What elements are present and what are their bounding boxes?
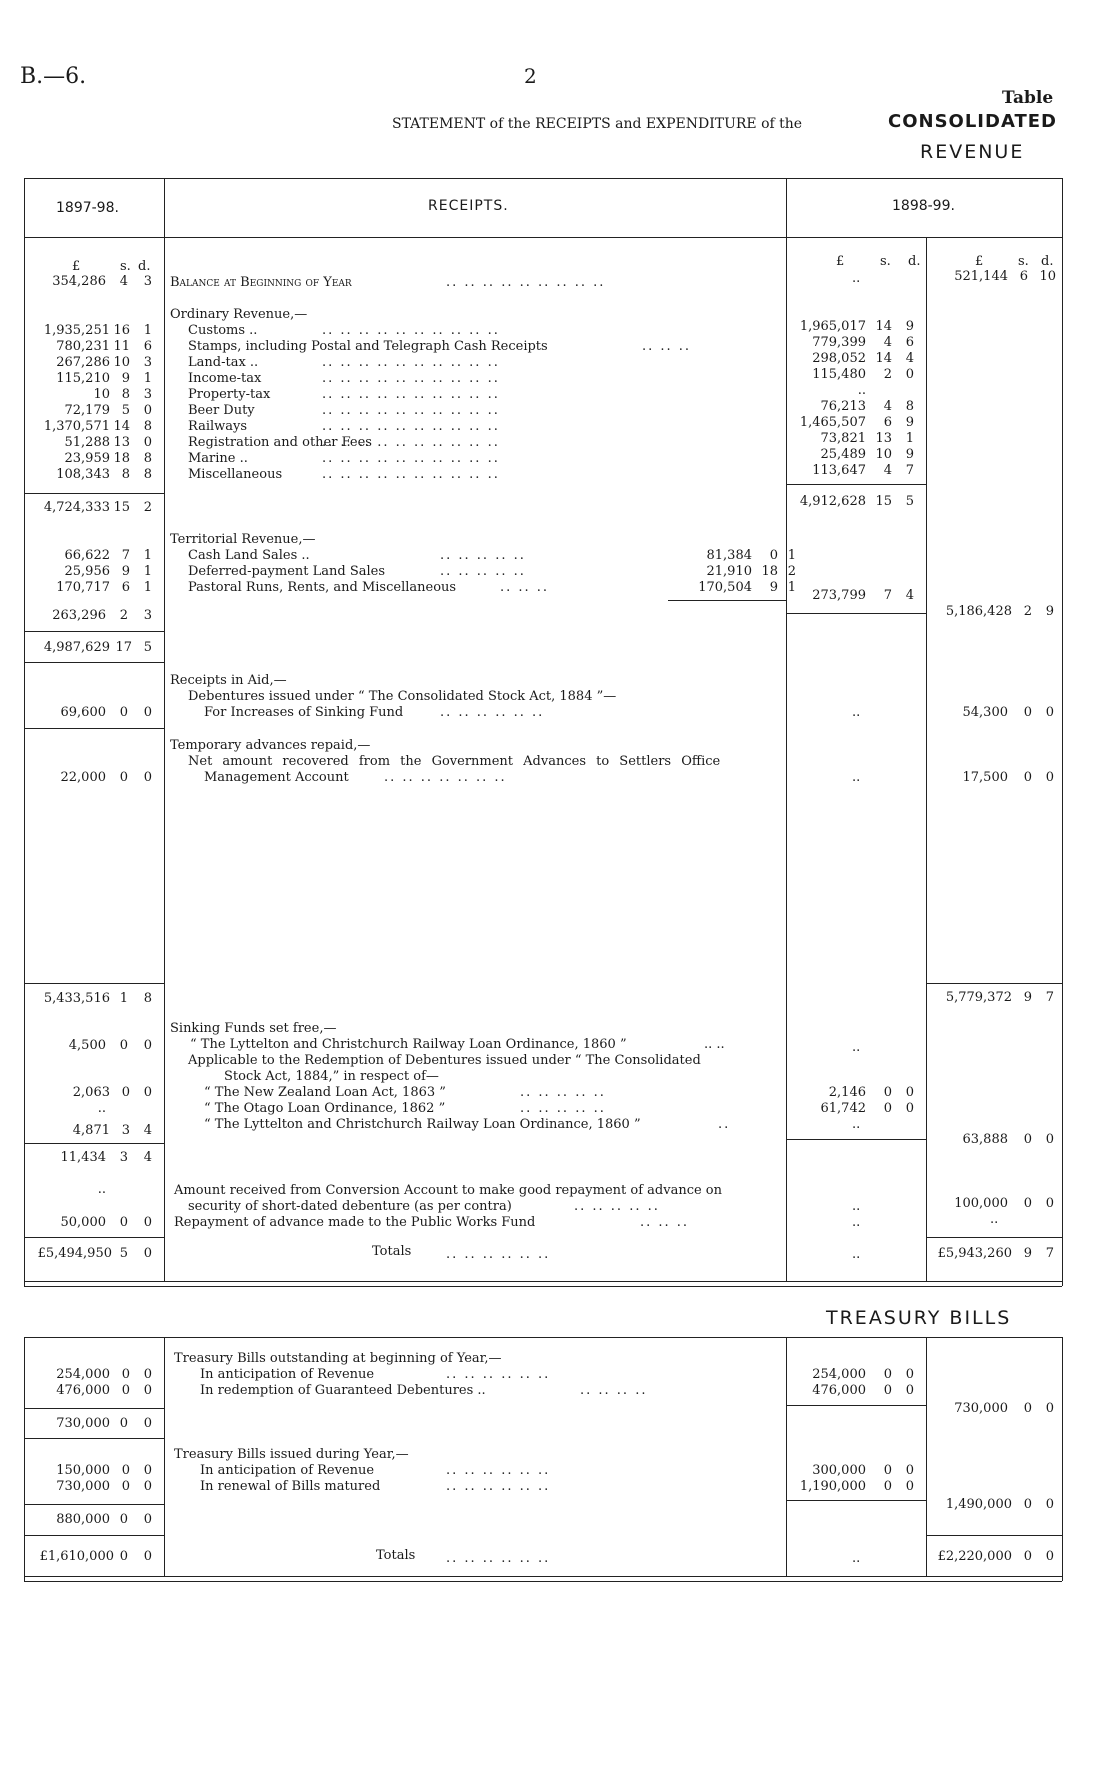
amount-pounds: 150,000 (56, 1463, 110, 1478)
amount-pounds: .. (857, 383, 866, 398)
amount-shillings: 8 (121, 467, 130, 482)
amount-pounds: 61,742 (820, 1101, 866, 1116)
amount-pounds: 779,399 (812, 335, 866, 350)
amount-shillings: 0 (883, 1479, 892, 1494)
amount-shillings: 0 (121, 1383, 130, 1398)
ordinary-row-label: Miscellaneous (188, 467, 283, 482)
dot-leader: .. .. .. .. .. .. (446, 1479, 551, 1494)
amount-shillings: 0 (883, 1463, 892, 1478)
dot-leader: .. .. .. .. .. (520, 1085, 606, 1100)
dot-leader: .. .. .. .. .. .. .. .. .. .. (322, 403, 500, 418)
amount-pounds: 10 (93, 387, 110, 402)
amount-shillings: 6 (121, 580, 130, 595)
amount-pence: 1 (143, 564, 152, 579)
dot-leader: .. .. .. .. .. (440, 548, 526, 563)
ordinary-row-label: Registration and other Fees (188, 435, 372, 450)
amount-pence: 1 (143, 323, 152, 338)
amount-pounds: 66,622 (64, 548, 110, 563)
amount-shillings: 14 (875, 351, 892, 366)
amount-pounds: 2,146 (828, 1085, 866, 1100)
amount-shillings: 5 (121, 403, 130, 418)
amount-pence: 0 (143, 403, 152, 418)
amount-pence: 8 (905, 399, 914, 414)
amount-shillings: 0 (121, 1463, 130, 1478)
amount-pence: 0 (905, 1085, 914, 1100)
amount-pence: 1 (143, 371, 152, 386)
amount-pence: 2 (787, 564, 796, 579)
dot-leader: .. .. .. .. .. .. (446, 1367, 551, 1382)
amount-shillings: 13 (113, 435, 130, 450)
amount-pence: 6 (143, 339, 152, 354)
dot-leader: .. (718, 1117, 731, 1132)
amount-pence: 8 (143, 467, 152, 482)
ordinary-row-label: Stamps, including Postal and Telegraph Cash Receipts (188, 339, 548, 354)
ordinary-row-label: Income-tax (188, 371, 262, 386)
amount-pounds: 51,288 (64, 435, 110, 450)
dot-leader: .. .. .. .. (580, 1383, 648, 1398)
amount-shillings: 9 (121, 564, 130, 579)
sinking-row-label: “ The Otago Loan Ordinance, 1862 ” (204, 1101, 446, 1116)
amount-shillings: 13 (875, 431, 892, 446)
amount-pence: 0 (143, 1463, 152, 1478)
amount-pounds: 1,370,571 (43, 419, 110, 434)
statement-title-bold: CONSOLIDATED (888, 111, 1057, 132)
table-label: Table (1002, 88, 1054, 108)
amount-pence: 4 (143, 1123, 152, 1138)
page-ref: B.—6. (20, 64, 87, 89)
treasury-outstanding-heading: Treasury Bills outstanding at beginning of Year,— (174, 1351, 502, 1366)
amount-pounds: 730,000 (56, 1479, 110, 1494)
amount-pounds: 115,480 (812, 367, 866, 382)
amount-pence: 7 (905, 463, 914, 478)
dot-leader: .. .. .. .. .. .. .. .. .. .. (322, 387, 500, 402)
dot-leader: .. .. .. .. .. .. .. .. .. .. (322, 371, 500, 386)
ordinary-row-label: Marine .. (188, 451, 248, 466)
amount-shillings: 0 (121, 1367, 130, 1382)
amount-pounds: 115,210 (56, 371, 110, 386)
amount-pounds: 23,959 (64, 451, 110, 466)
amount-shillings: 3 (121, 1123, 130, 1138)
amount-pence: 1 (787, 548, 796, 563)
amount-pence: 0 (143, 1383, 152, 1398)
amount-pence: 0 (905, 1101, 914, 1116)
dot-leader: .. .. .. .. .. .. .. .. .. .. (322, 355, 500, 370)
amount-pence: 1 (787, 580, 796, 595)
column-header-receipts: RECEIPTS. (428, 198, 509, 214)
amount-shillings: 10 (113, 355, 130, 370)
amount-shillings: 6 (883, 415, 892, 430)
treasury-title: TREASURY BILLS (826, 1307, 1012, 1329)
amount-pence: 0 (143, 435, 152, 450)
dot-leader: .. .. .. .. .. (520, 1101, 606, 1116)
amount-pounds: 113,647 (812, 463, 866, 478)
amount-pounds: 1,190,000 (799, 1479, 866, 1494)
territorial-row-label: Cash Land Sales .. (188, 548, 310, 563)
amount-shillings: 9 (769, 580, 778, 595)
treasury-row-label: In anticipation of Revenue (200, 1463, 375, 1478)
dot-leader: .. .. .. .. .. .. .. .. .. .. (322, 451, 500, 466)
amount-pence: 1 (143, 548, 152, 563)
amount-pounds: 4,871 (72, 1123, 110, 1138)
dot-leader: .. .. .. (500, 580, 550, 595)
amount-shillings: 0 (769, 548, 778, 563)
amount-pounds: 1,935,251 (43, 323, 110, 338)
amount-pence: 8 (143, 419, 152, 434)
amount-pounds: 170,717 (56, 580, 110, 595)
ordinary-heading: Ordinary Revenue,— (170, 307, 308, 322)
ordinary-row-label: Property-tax (188, 387, 271, 402)
amount-pence: 9 (905, 319, 914, 334)
amount-pounds: 267,286 (56, 355, 110, 370)
amount-shillings: 18 (761, 564, 778, 579)
amount-shillings: 11 (113, 339, 130, 354)
sinking-row-label: “ The New Zealand Loan Act, 1863 ” (204, 1085, 446, 1100)
amount-shillings: 0 (121, 1479, 130, 1494)
dot-leader: .. .. .. .. .. (440, 564, 526, 579)
amount-shillings: 14 (875, 319, 892, 334)
ordinary-row-label: Beer Duty (188, 403, 255, 418)
amount-pounds: .. (97, 1101, 106, 1116)
amount-shillings: 4 (883, 335, 892, 350)
amount-pence: 0 (905, 1367, 914, 1382)
amount-pounds: 108,343 (56, 467, 110, 482)
amount-pounds: 72,179 (64, 403, 110, 418)
amount-shillings: 4 (883, 399, 892, 414)
dot-leader: .. .. .. .. .. .. .. .. .. .. (322, 419, 500, 434)
amount-shillings: 0 (883, 1085, 892, 1100)
amount-pence: 0 (905, 1479, 914, 1494)
territorial-heading: Territorial Revenue,— (170, 532, 316, 547)
dot-leader: .. .. .. .. .. .. .. .. .. .. (322, 323, 500, 338)
amount-pence: 0 (905, 1383, 914, 1398)
amount-pence: 0 (143, 1085, 152, 1100)
amount-pence: 1 (905, 431, 914, 446)
amount-shillings: 4 (883, 463, 892, 478)
ordinary-row-label: Railways (188, 419, 248, 434)
amount-pence: 0 (905, 367, 914, 382)
amount-pounds: 1,965,017 (799, 319, 866, 334)
amount-pounds: 476,000 (812, 1383, 866, 1398)
column-header-prev-year: 1897-98. (56, 200, 119, 216)
amount-pence: 9 (905, 415, 914, 430)
ordinary-row-label: Land-tax .. (188, 355, 259, 370)
amount-shillings: 10 (875, 447, 892, 462)
dot-leader: .. .. .. (642, 339, 692, 354)
treasury-row-label: In anticipation of Revenue (200, 1367, 375, 1382)
amount-pounds: 476,000 (56, 1383, 110, 1398)
amount-shillings: 0 (121, 1085, 130, 1100)
treasury-issued-heading: Treasury Bills issued during Year,— (174, 1447, 409, 1462)
amount-shillings: 0 (883, 1101, 892, 1116)
amount-pounds: 81,384 (706, 548, 752, 563)
amount-pounds: 170,504 (698, 580, 752, 595)
territorial-row-label: Pastoral Runs, Rents, and Miscellaneous (188, 580, 457, 595)
amount-pounds: 1,465,507 (799, 415, 866, 430)
amount-pounds: 300,000 (812, 1463, 866, 1478)
amount-pence: 3 (143, 355, 152, 370)
territorial-row-label: Deferred-payment Land Sales (188, 564, 386, 579)
amount-pence: 3 (143, 387, 152, 402)
amount-shillings: 0 (883, 1383, 892, 1398)
statement-title: STATEMENT of the RECEIPTS and EXPENDITURE of the (392, 116, 803, 132)
amount-shillings: 0 (883, 1367, 892, 1382)
amount-pounds: 2,063 (72, 1085, 110, 1100)
amount-pence: 6 (905, 335, 914, 350)
amount-shillings: 7 (121, 548, 130, 563)
amount-pounds: 25,956 (64, 564, 110, 579)
amount-shillings: 8 (121, 387, 130, 402)
amount-pounds: 254,000 (812, 1367, 866, 1382)
sinking-row-label: “ The Lyttelton and Christchurch Railway Loan Ordinance, 1860 ” (204, 1117, 641, 1132)
amount-pounds: 73,821 (820, 431, 866, 446)
amount-shillings: 18 (113, 451, 130, 466)
amount-pence: 0 (905, 1463, 914, 1478)
dot-leader: .. .. .. .. .. .. .. .. .. .. (322, 435, 500, 450)
amount-shillings: 2 (883, 367, 892, 382)
amount-pounds: 780,231 (56, 339, 110, 354)
amount-pence: 8 (143, 451, 152, 466)
statement-subtitle: REVENUE (920, 141, 1025, 163)
amount-pounds: 254,000 (56, 1367, 110, 1382)
amount-pounds: .. (852, 1117, 861, 1132)
amount-pence: 4 (905, 351, 914, 366)
amount-shillings: 16 (113, 323, 130, 338)
amount-shillings: 14 (113, 419, 130, 434)
ordinary-row-label: Customs .. (188, 323, 258, 338)
amount-pence: 0 (143, 1367, 152, 1382)
column-header-cur-year: 1898-99. (892, 198, 955, 214)
amount-pence: 0 (143, 1479, 152, 1494)
amount-pounds: 76,213 (820, 399, 866, 414)
dot-leader: .. .. .. .. .. .. (446, 1463, 551, 1478)
amount-pence: 9 (905, 447, 914, 462)
treasury-row-label: In redemption of Guaranteed Debentures .. (200, 1383, 486, 1398)
amount-pounds: 21,910 (706, 564, 752, 579)
treasury-row-label: In renewal of Bills matured (200, 1479, 381, 1494)
page-number: 2 (524, 64, 537, 88)
dot-leader: .. .. .. .. .. .. .. .. .. .. (322, 467, 500, 482)
amount-shillings: 9 (121, 371, 130, 386)
amount-pounds: 25,489 (820, 447, 866, 462)
amount-pounds: 298,052 (812, 351, 866, 366)
amount-pence: 1 (143, 580, 152, 595)
